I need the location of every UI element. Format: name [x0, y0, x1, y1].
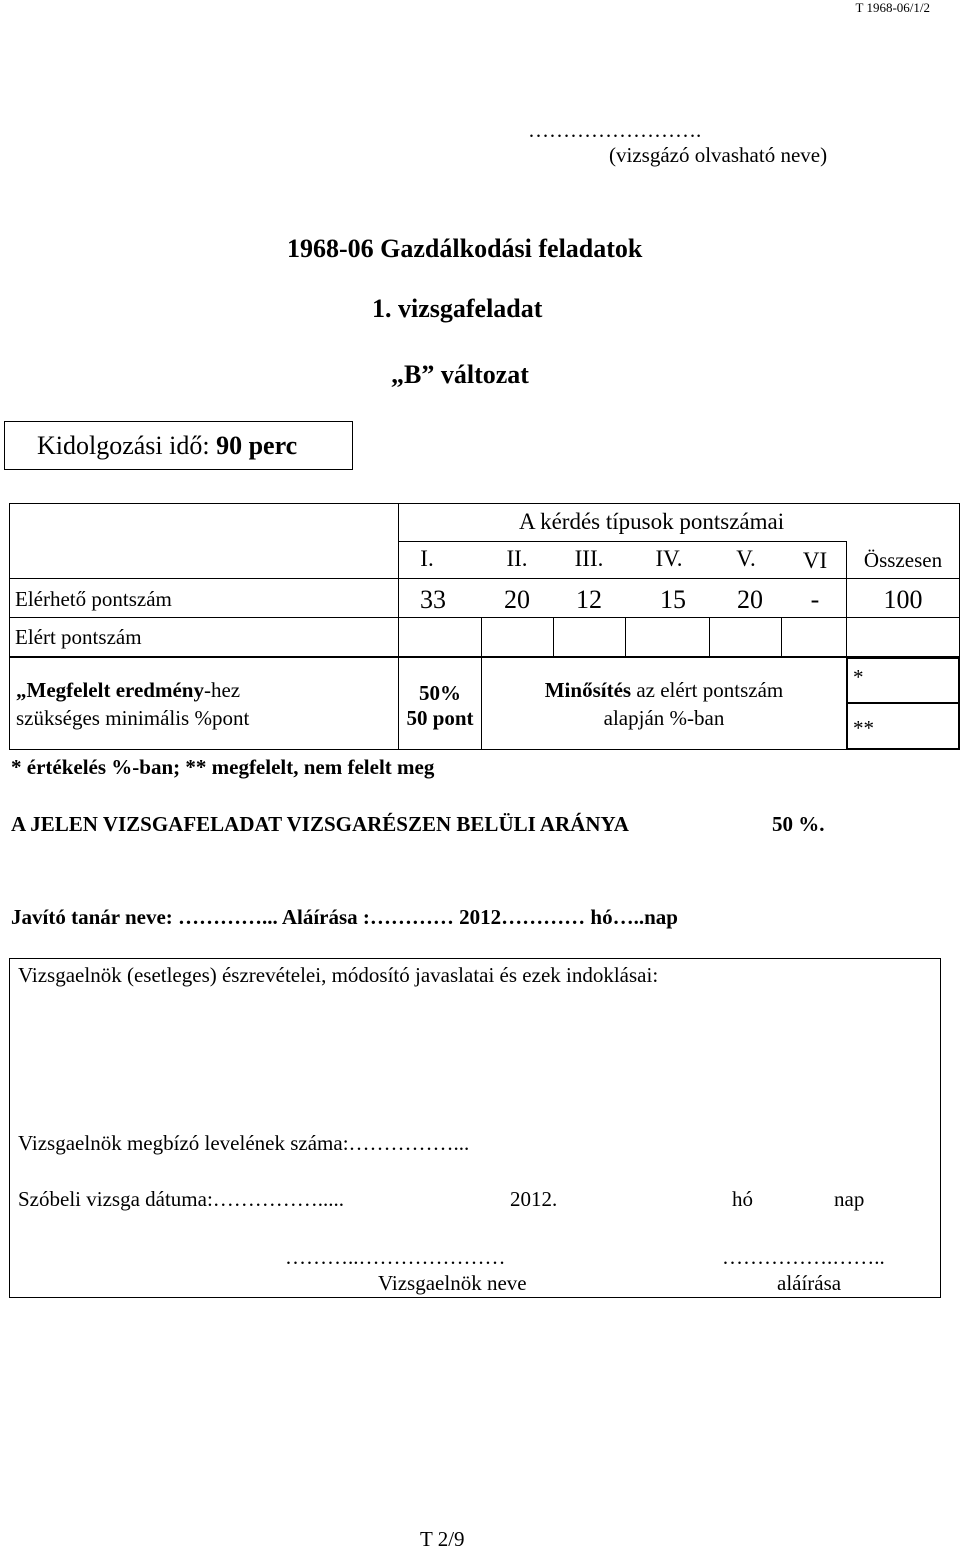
examiner-signature-caption: aláírása [777, 1271, 842, 1295]
rating-label-bold: Minősítés [544, 678, 632, 702]
ratio-text: A JELEN VIZSGAFELADAT VIZSGARÉSZEN BELÜLI ARÁNYA [11, 812, 629, 836]
min-result-label-bold: „Megfelelt eredmény [16, 678, 204, 702]
page-number: T 2/9 [420, 1527, 465, 1551]
time-label: Kidolgozási idő: [37, 431, 217, 460]
oral-date-label: Szóbeli vizsga dátuma:……………..... [18, 1187, 345, 1211]
ratio-value: 50 %. [772, 812, 825, 836]
time-value: 90 perc [216, 431, 298, 460]
page-title: 1968-06 Gazdálkodási feladatok [287, 234, 643, 263]
col-header-total: Összesen [863, 548, 943, 572]
col-header-2: II. [506, 546, 528, 571]
star-double: ** [853, 716, 874, 740]
rating-label-rest: az elért pontszám [631, 678, 784, 702]
examiner-signature-dots: …………….…….. [722, 1245, 885, 1269]
score-achievable-total: 100 [883, 585, 923, 614]
letter-number: Vizsgaelnök megbízó levelének száma:……………... [18, 1131, 470, 1155]
min-points: 50 pont [406, 706, 474, 730]
rating-label [482, 678, 846, 703]
score-achievable-5: 20 [737, 585, 763, 614]
min-percent: 50% [419, 681, 461, 705]
col-header-6: VI [802, 548, 828, 573]
col-header-4: IV. [655, 546, 683, 571]
col-header-5: V. [736, 546, 756, 571]
score-achievable-2: 20 [504, 585, 530, 614]
min-result-label [16, 678, 240, 703]
score-table-frame [9, 503, 960, 657]
oral-day: nap [834, 1187, 865, 1211]
candidate-name-caption: (vizsgázó olvasható neve) [609, 143, 828, 167]
examiner-name-caption: Vizsgaelnök neve [378, 1271, 527, 1295]
score-achievable-4: 15 [660, 585, 686, 614]
score-achievable-6: - [810, 585, 820, 614]
candidate-name-dots: ……………………. [528, 118, 702, 142]
corrector-line: Javító tanár neve: …………... Aláírása :………… 2012………… hó…..nap [11, 905, 678, 929]
footnote: * értékelés %-ban; ** megfelelt, nem felelt meg [11, 755, 435, 779]
row-label-achievable: Elérhető pontszám [15, 587, 172, 611]
document-code: T 1968-06/1/2 [855, 0, 930, 15]
variant-label: „B” változat [391, 360, 529, 389]
star-single: * [853, 665, 864, 689]
score-group-header: A kérdés típusok pontszámai [519, 509, 785, 534]
score-achievable-1: 33 [420, 585, 446, 614]
time-box [4, 421, 353, 470]
oral-month: hó [732, 1187, 753, 1211]
examiner-box [9, 958, 941, 1298]
col-header-1: I. [420, 546, 434, 571]
examiner-remarks-label: Vizsgaelnök (esetleges) észrevételei, módosító javaslatai és ezek indoklásai: [18, 963, 659, 987]
row-label-achieved: Elért pontszám [15, 625, 142, 649]
score-achievable-3: 12 [576, 585, 602, 614]
min-result-label-line2: szükséges minimális %pont [16, 706, 250, 730]
oral-year: 2012. [510, 1187, 558, 1211]
examiner-name-dots: ………..………………… [285, 1245, 506, 1269]
rating-label-line2: alapján %-ban [603, 706, 725, 730]
task-subtitle: 1. vizsgafeladat [372, 294, 543, 323]
min-result-label-rest: -hez [203, 678, 241, 702]
col-header-3: III. [574, 546, 604, 571]
